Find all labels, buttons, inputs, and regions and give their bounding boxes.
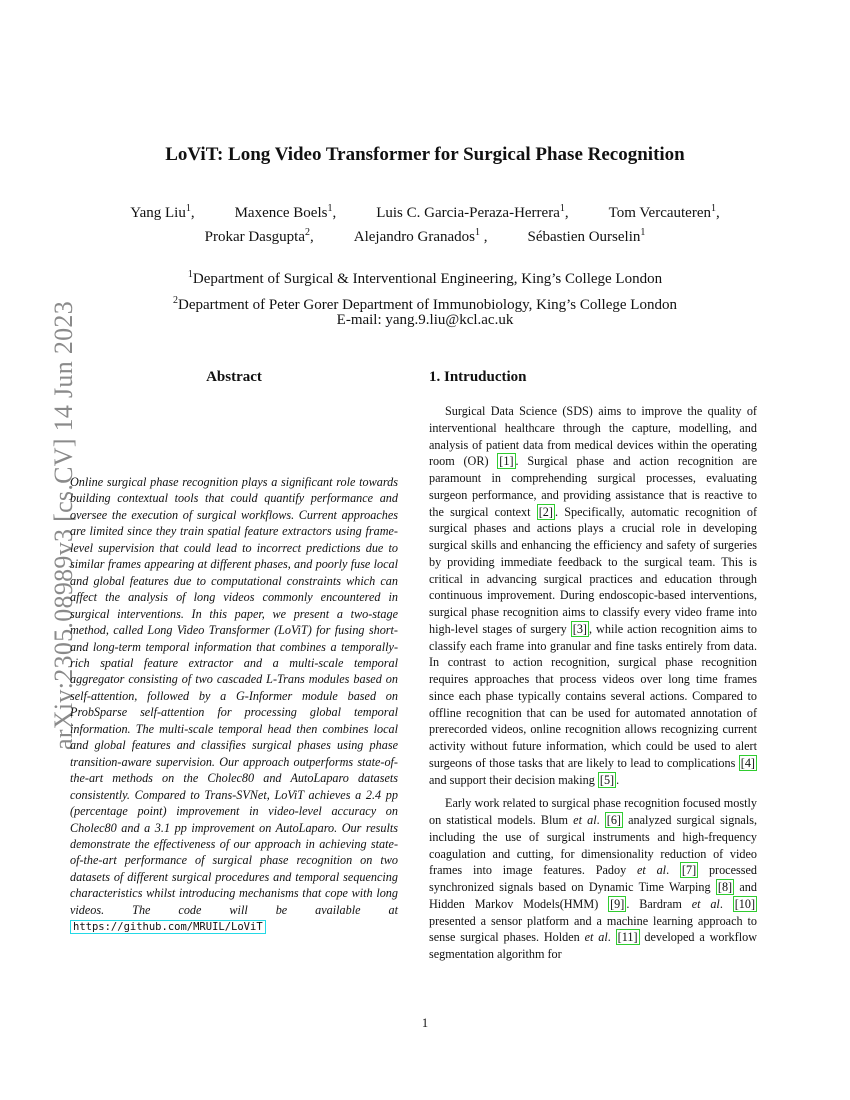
intro-paragraph-2: Early work related to surgical phase recognition focused mostly on statistical models. Blum et al. [6] analyzed surgical signals, including the use of surgical instruments and high-frequency coagulation and cutting, for dimensionality reduction of video frames into image features. Padoy et al. [7] processed synchronized signals based on Dynamic Time Warping [8] and Hidden Markov Models(HMM) [9] . Bardram et al. [10] presented a sensor platform and a machine learning approach to sense surgical phases. Holden et al. [11] developed a workflow segmentation algorithm for [429, 796, 758, 961]
author: Yang Liu$^1$, [130, 203, 195, 221]
author: Luis C. Garcia-Peraza-Herrera$^1$, [376, 203, 569, 221]
abstract-body [70, 474, 398, 936]
affiliations [0, 264, 850, 316]
author-row-1 [70, 199, 780, 223]
author-row-2 [70, 223, 780, 247]
intro-paragraph-1: Surgical Data Science (SDS) aims to improve the quality of interventional healthcare through the capture, modelling, and analysis of patient data from medical devices within the operating room (OR) [1] . Surgical phase and action recognition are paramount in comprehending surgical processes, evaluating surgeon performance, and providing assistance that is reactive to the surgical context [2] . Specifically, automatic recognition of surgical phases and actions plays a crucial role in developing surgical skills and enhancing the efficiency and safety of surgeries by providing immediate feedback to the surgical team. This is critical in advancing surgical practices and education through continuous improvement. During endoscopic-based interventions, surgical phase recognition aims to classify every video frame into high-level stages of surgery [3] , while action recognition aims to classify each frame into granular and fine tasks entirely from data. In contrast to action recognition, surgical phase recognition requires approaches that process videos over long time frames since each phase typically contains several actions. Compared to offline recognition that can be used for automated annotation of prerecorded videos, online recognition allows recognizing current activity without future information, which could be used to alert surgeons of those tasks that are likely to lead to complications [4] and support their decision making [5] . [429, 404, 758, 787]
paper-title: LoViT: Long Video Transformer for Surgical Phase Recognition [165, 144, 685, 165]
arxiv-identifier-stamp [22, 294, 78, 750]
author: Tom Vercauteren$^1$, [608, 203, 720, 221]
citation-link[interactable]: [8] [717, 880, 733, 894]
arxiv-identifier-text: arXiv:2305.08989v3 [cs.CV] 14 Jun 2023 [49, 300, 78, 750]
citation-link[interactable]: [1] [499, 454, 514, 469]
citation-link[interactable]: [7] [681, 863, 697, 878]
author-list [70, 199, 780, 247]
introduction-body [429, 403, 757, 963]
introduction-heading: 1. Intruduction [429, 369, 527, 385]
abstract-text: Online surgical phase recognition plays a significant role towards building contextual tools that could quantify performance and oversee the execution of surgical workflows. Current approaches are limited since they train spatial feature extractors using frame-level supervision that could lead to incorrect predictions due to similar frames appearing at different phases, and poorly fuse local and global features due to computational constraints which can affect the analysis of long videos commonly encountered in surgical interventions. In this paper, we present a two-stage method, called Long Video Transformer (LoViT) for fusing short- and long-term temporal information that combines a temporally-rich spatial feature extractor and a multi-scale temporal aggregator consisting of two cascaded L-Trans modules based on self-attention, followed by a G-Informer module based on ProbSparse self-attention for processing global temporal information. The multi-scale temporal head then combines local and global features and classifies surgical phases using phase transition-aware supervision. Our approach outperforms state-of-the-art methods on the Cholec80 and AutoLaparo datasets consistently. Compared to Trans-SVNet, LoViT achieves a 2.4 pp (percentage point) improvement in video-level accuracy on Cholec80 and a 3.1 pp improvement on AutoLaparo. Our results demonstrate the effectiveness of our approach in achieving state-of-the-art performance of surgical phase recognition on two datasets of different surgical procedures and temporal sequencing characteristics whilst introducing mechanisms that cope with long videos. The code will be available at [70, 475, 398, 917]
author: Alejandro Granados$^1$ , [353, 227, 488, 245]
author: Sébastien Ourselin$^1$ [527, 227, 646, 245]
citation-link[interactable]: [2] [538, 504, 553, 519]
affiliation-1: $^1$Department of Surgical & Interventional Engineering, King’s College London [187, 269, 663, 287]
abstract-heading: Abstract [206, 369, 262, 385]
citation-link[interactable]: [6] [606, 813, 621, 827]
code-url-link[interactable]: https://github.com/MRUIL/LoViT [70, 920, 266, 934]
author: Prokar Dasgupta$^2$, [204, 227, 314, 245]
citation-link[interactable]: [4] [740, 755, 755, 770]
citation-link[interactable]: [5] [599, 772, 615, 787]
contact-email: E-mail: yang.9.liu@kcl.ac.uk [336, 312, 514, 328]
affiliation-2: $^2$Department of Peter Gorer Department of Immunobiology, King’s College London [173, 295, 677, 313]
citation-link[interactable]: [11] [617, 930, 638, 945]
citation-link[interactable]: [9] [610, 896, 625, 911]
author: Maxence Boels$^1$, [234, 203, 337, 221]
page-number: 1 [421, 1016, 429, 1030]
citation-link[interactable]: [3] [572, 621, 587, 636]
citation-link[interactable]: [10] [734, 896, 756, 911]
